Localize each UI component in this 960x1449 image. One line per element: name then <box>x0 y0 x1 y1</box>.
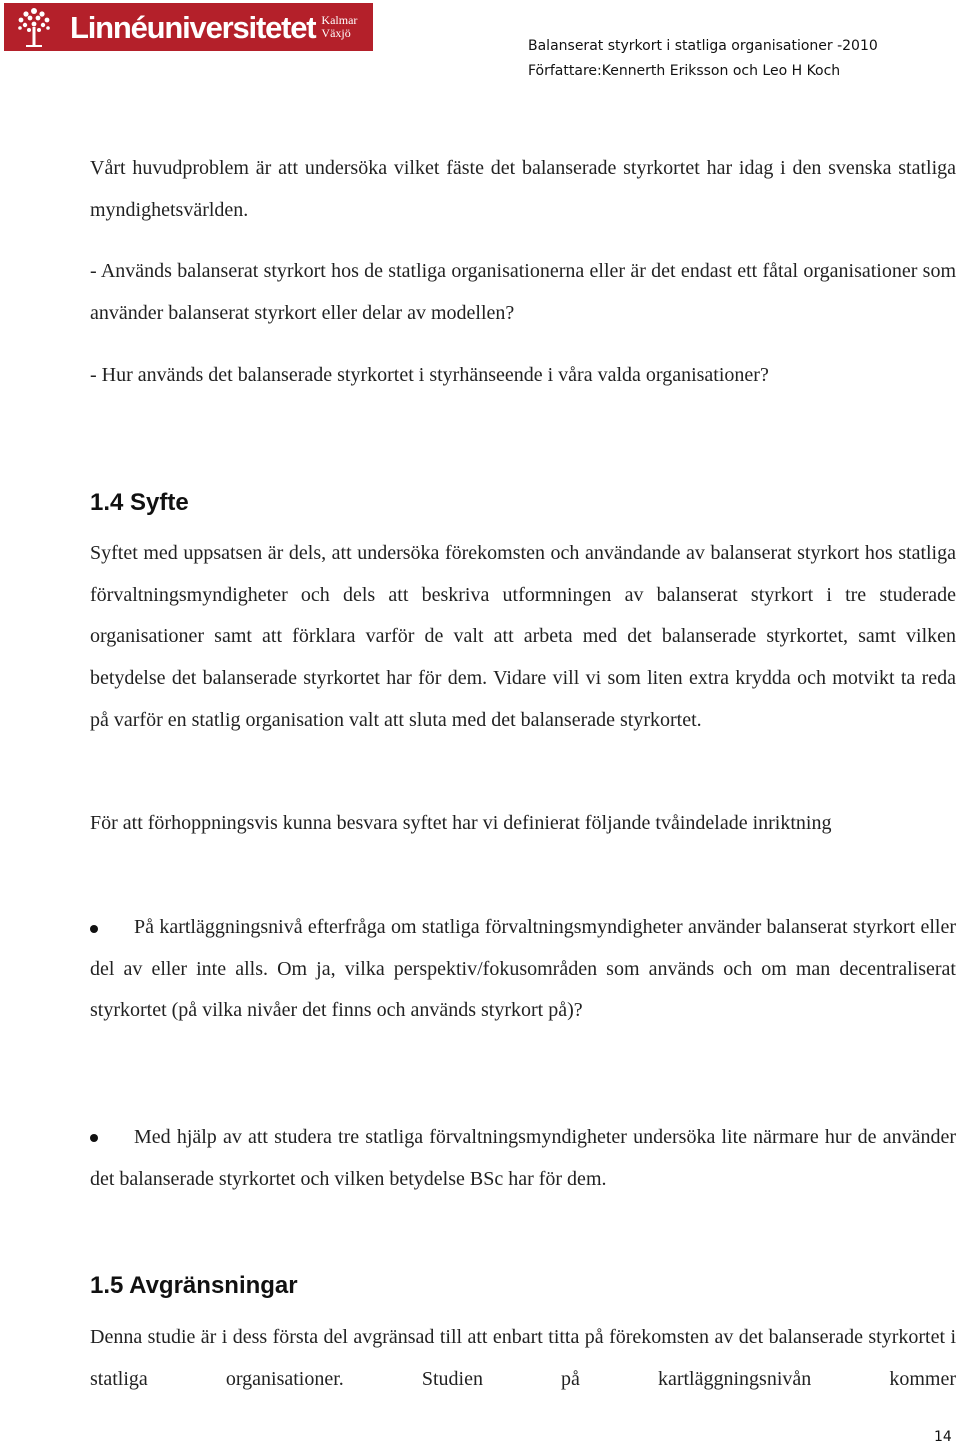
logo-wordmark: Linnéuniversitetet <box>70 9 316 45</box>
bullet-item-survey: På kartläggningsnivå efterfråga om statliga förvaltningsmyndigheter använder balanserat styrkort eller del av eller inte alls. Om ja, vilka perspektiv/fokusområden som används och om man decentraliserat styrkortet (på vilka nivåer det finns och används styrkort på)? <box>90 916 956 1022</box>
tree-logo-icon <box>4 3 64 51</box>
university-logo <box>4 3 373 51</box>
approach-paragraph: För att förhoppningsvis kunna besvara syftet har vi definierat följande tvåindelade inriktning <box>90 812 832 834</box>
document-authors: Författare:Kennerth Eriksson och Leo H Koch <box>528 63 841 79</box>
section-heading-syfte: 1.4 Syfte <box>90 489 189 516</box>
logo-city-kalmar: Kalmar <box>321 13 358 27</box>
research-question-2: - Hur används det balanserade styrkortet i styrhänseende i våra valda organisationer? <box>90 364 769 386</box>
logo-city-vaxjo: Växjö <box>321 26 351 40</box>
section-heading-avgransningar: 1.5 Avgränsningar <box>90 1272 298 1299</box>
delimitation-paragraph: Denna studie är i dess första del avgränsad till att enbart titta på förekomsten av det balanserade styrkortet i statliga organisationer. Studien på kartläggningsnivån kommer <box>90 1326 956 1390</box>
problem-statement: Vårt huvudproblem är att undersöka vilket fäste det balanserade styrkortet har idag i den svenska statliga myndighetsvärlden. <box>90 157 956 221</box>
page-number: 14 <box>934 1429 952 1445</box>
purpose-paragraph: Syftet med uppsatsen är dels, att undersöka förekomsten och användande av balanserat styrkort hos statliga förvaltningsmyndigheter och dels att beskriva utformningen av balanserat styrkort i tre studerade organisationer samt att förklara varför de valt att arbeta med det balanserade styrkortet, samt vilken betydelse det balanserade styrkortet har för dem. Vidare vill vi som liten extra krydda och motvikt ta reda på varför en statlig organisation valt att sluta med det balanserade styrkortet. <box>90 542 956 731</box>
running-header <box>528 34 878 84</box>
bullet-item-case-study: Med hjälp av att studera tre statliga förvaltningsmyndigheter undersöka lite närmare hur de använder det balanserade styrkortet och vilken betydelse BSc har för dem. <box>90 1126 956 1190</box>
research-question-1: - Används balanserat styrkort hos de statliga organisationerna eller är det endast ett fåtal organisationer som använder balanserat styrkort eller delar av modellen? <box>90 260 956 324</box>
document-title: Balanserat styrkort i statliga organisationer -2010 <box>528 38 878 54</box>
logo-cities <box>321 14 357 40</box>
